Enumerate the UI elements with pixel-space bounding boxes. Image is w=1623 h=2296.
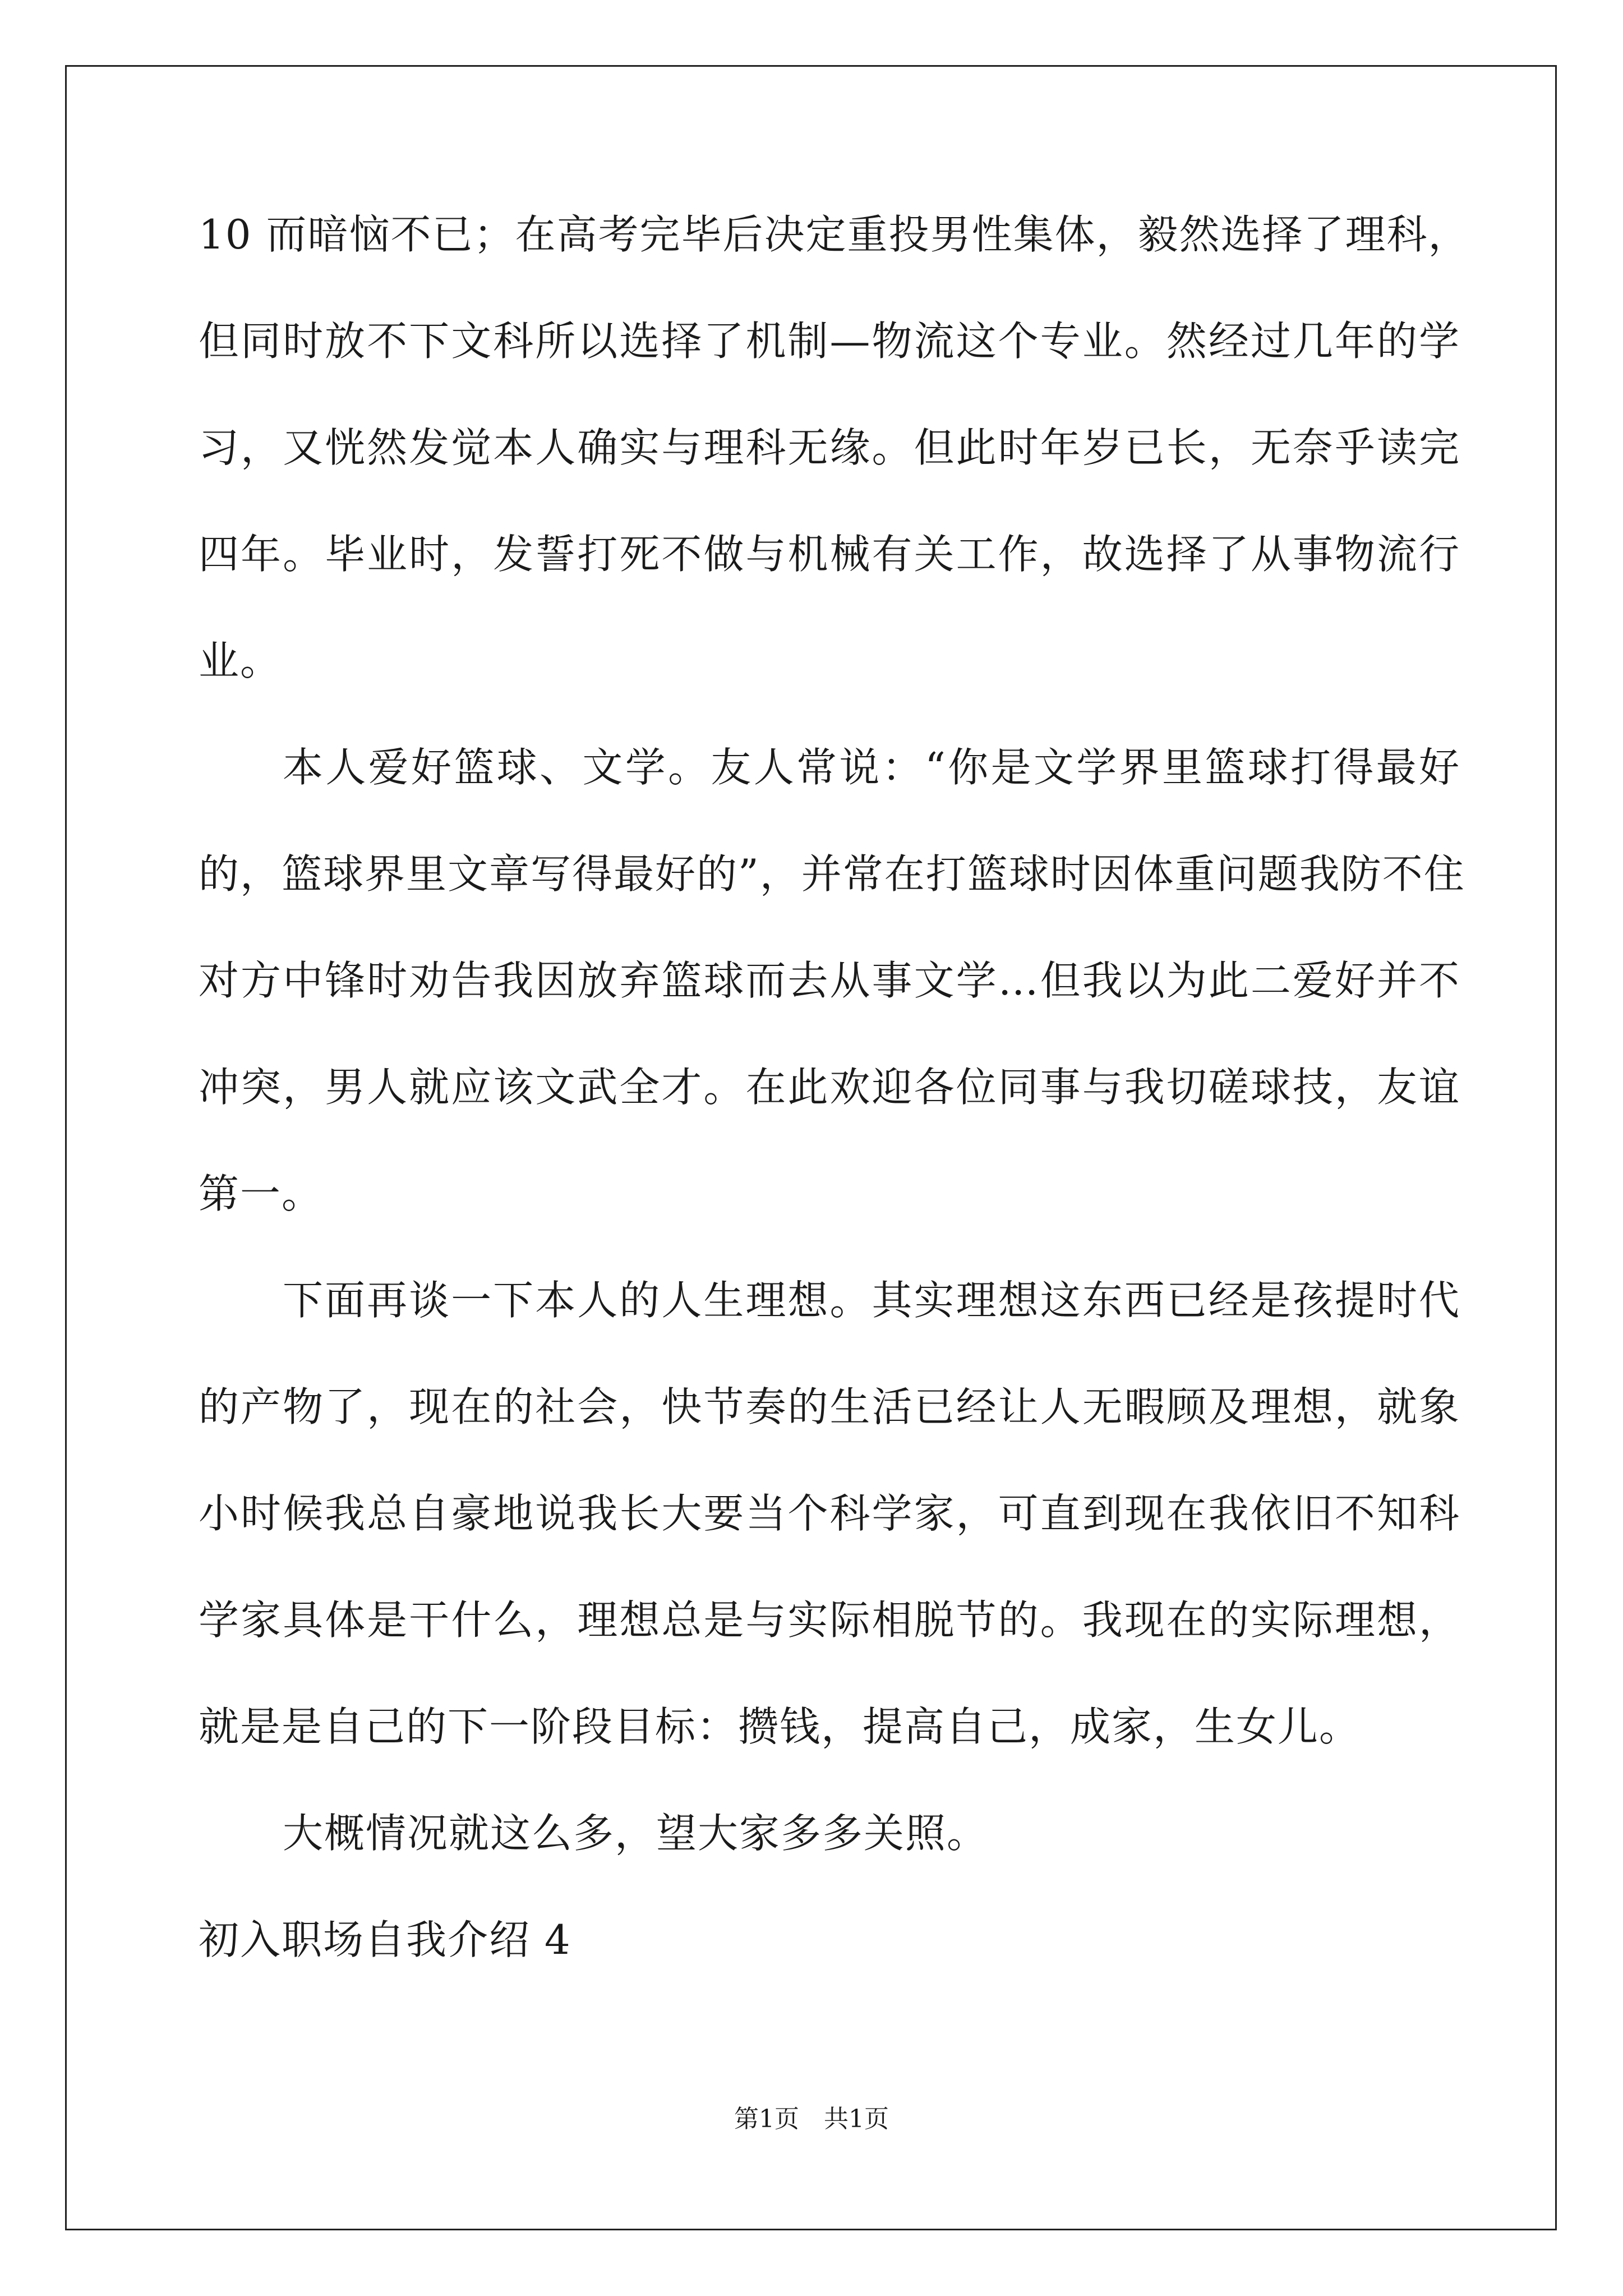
page-border <box>65 65 1557 2230</box>
paragraph-line: 学家具体是干什么，理想总是与实际相脱节的。我现在的实际理想， <box>199 1596 1460 1644</box>
paragraph-line: 第一。 <box>199 1170 324 1217</box>
page-number-footer: 第1页 共1页 <box>734 2105 889 2133</box>
paragraph-line: 10 而暗恼不已；在高考完毕后决定重投男性集体，毅然选择了理科， <box>199 211 1470 258</box>
paragraph-line: 大概情况就这么多，望大家多多关照。 <box>283 1810 989 1857</box>
paragraph-line: 的，篮球界里文章写得最好的”，并常在打篮球时因体重问题我防不住 <box>199 850 1465 898</box>
paragraph-line: 小时候我总自豪地说我长大要当个科学家，可直到现在我依旧不知科 <box>199 1490 1460 1537</box>
paragraph-line: 四年。毕业时，发誓打死不做与机械有关工作，故选择了从事物流行 <box>199 531 1460 578</box>
paragraph-line: 下面再谈一下本人的人生理想。其实理想这东西已经是孩提时代 <box>283 1277 1460 1324</box>
paragraph-line: 冲突，男人就应该文武全才。在此欢迎各位同事与我切磋球技，友谊 <box>199 1064 1460 1111</box>
paragraph-line: 对方中锋时劝告我因放弃篮球而去从事文学…但我以为此二爱好并不 <box>199 957 1460 1004</box>
paragraph-line: 业。 <box>199 637 282 684</box>
paragraph-line: 但同时放不下文科所以选择了机制—物流这个专业。然经过几年的学 <box>199 318 1460 365</box>
paragraph-line: 的产物了，现在的社会，快节奏的生活已经让人无暇顾及理想，就象 <box>199 1383 1460 1430</box>
paragraph-line: 习，又恍然发觉本人确实与理科无缘。但此时年岁已长，无奈乎读完 <box>199 424 1460 471</box>
paragraph-line: 就是是自己的下一阶段目标：攒钱，提高自己，成家，生女儿。 <box>199 1703 1361 1750</box>
section-heading: 初入职场自我介绍 4 <box>199 1916 571 1963</box>
paragraph-line: 本人爱好篮球、文学。友人常说：“你是文学界里篮球打得最好 <box>283 744 1460 791</box>
